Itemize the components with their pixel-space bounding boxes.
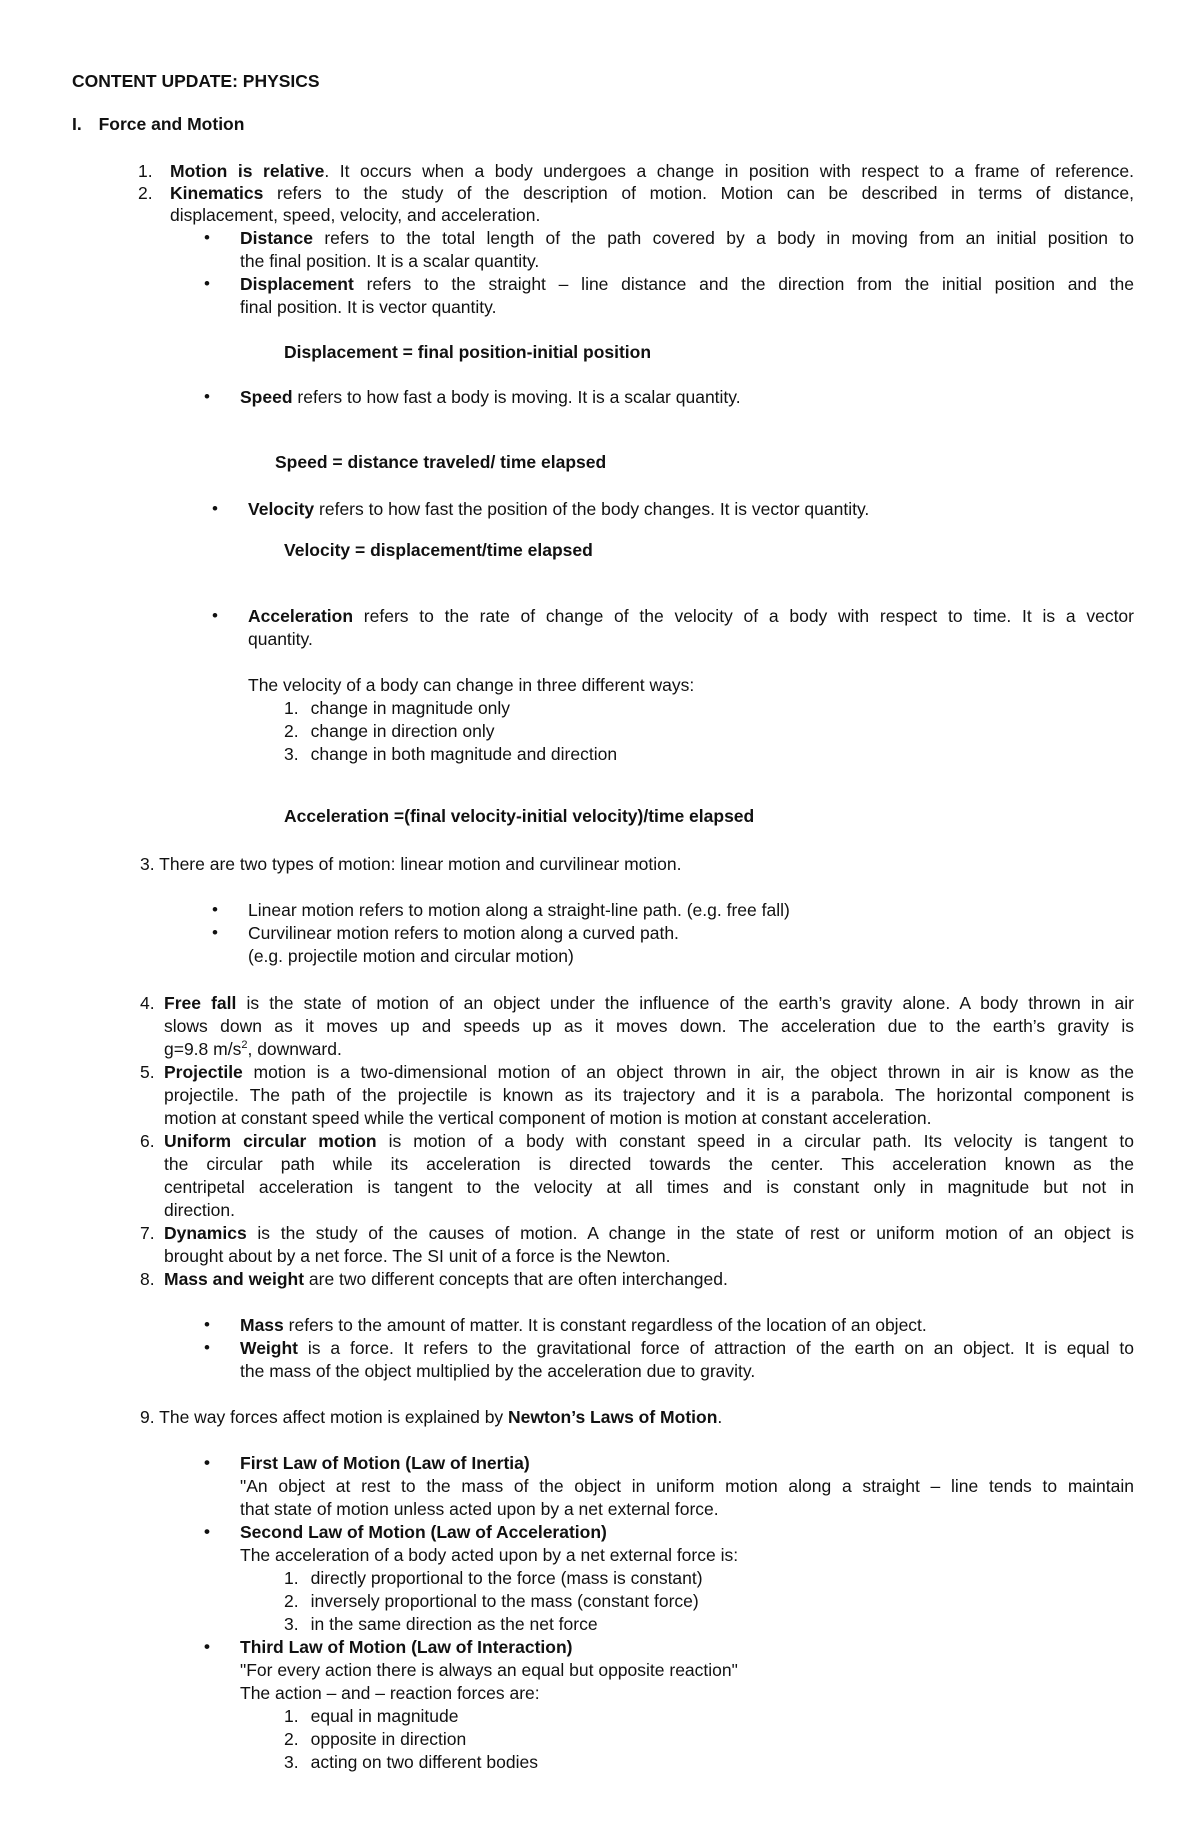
third-law-item-3: 3. acting on two different bodies: [284, 1752, 538, 1772]
section-title: Force and Motion: [98, 114, 245, 134]
third-law-title: • Third Law of Motion (Law of Interaction): [240, 1636, 572, 1658]
newtons-laws-term: Newton’s Laws of Motion: [508, 1407, 718, 1427]
distance-text-cont: the final position. It is a scalar quantity.: [240, 251, 540, 271]
acceleration-term: Acceleration: [248, 606, 354, 626]
second-law-item-3: 3. in the same direction as the net force: [284, 1614, 598, 1634]
section-number: I.: [72, 114, 82, 134]
document-title: CONTENT UPDATE: PHYSICS: [72, 71, 320, 91]
displacement-formula: Displacement = final position-initial position: [284, 342, 652, 362]
item-5-text: Projectile motion is a two-dimensional motion of an object thrown in air, the object thrown in air is know as the: [164, 1062, 1134, 1082]
displacement-text-cont: final position. It is vector quantity.: [240, 297, 497, 317]
third-law-intro: The action – and – reaction forces are:: [240, 1683, 540, 1703]
second-law-item-2: 2. inversely proportional to the mass (constant force): [284, 1591, 699, 1611]
item-5-text-cont-2: motion at constant speed while the vertical component of motion is motion at constant acceleration.: [164, 1108, 932, 1128]
gravity-value: g=9.8 $m/s^2$, downward.: [164, 1039, 342, 1059]
item-7-text: Dynamics is the study of the causes of motion. A change in the state of rest or uniform motion of an object is: [164, 1223, 1134, 1243]
item-4-text-cont: slows down as it moves up and speeds up as it moves down. The acceleration due to the earth’s gravity is: [164, 1016, 1134, 1036]
item-1-text: Motion is relative. It occurs when a body undergoes a change in position with respect to a frame of reference.: [170, 161, 1134, 181]
weight-term: Weight: [240, 1338, 299, 1358]
third-law-quote: "For every action there is always an equal but opposite reaction": [240, 1660, 738, 1680]
item-6-text: Uniform circular motion is motion of a body with constant speed in a circular path. Its velocity is tangent to: [164, 1131, 1135, 1151]
item-2-term: Kinematics: [170, 183, 264, 203]
velocity-formula: Velocity = displacement/time elapsed: [284, 540, 593, 560]
item-3-number: 3.: [140, 854, 155, 874]
item-2-text: Kinematics refers to the study of the description of motion. Motion can be described in terms of distance,: [170, 183, 1134, 203]
weight-text-cont: the mass of the object multiplied by the acceleration due to gravity.: [240, 1361, 756, 1381]
item-5-term: Projectile: [164, 1062, 243, 1082]
item-9-number: 9.: [140, 1407, 155, 1427]
speed-term: Speed: [240, 387, 293, 407]
item-1-term: Motion is relative: [170, 161, 325, 181]
item-6-text-cont-2: centripetal acceleration is tangent to the velocity at all times and is constant only in magnitude but not in: [164, 1177, 1134, 1197]
item-7-number: 7.: [140, 1223, 155, 1243]
item-7-text-cont: brought about by a net force. The SI unit of a force is the Newton.: [164, 1246, 671, 1266]
bullet-mass: • Mass refers to the amount of matter. It is constant regardless of the location of an object.: [240, 1314, 927, 1336]
bullet-displacement: • Displacement refers to the straight – line distance and the direction from the initial position and the: [240, 273, 1134, 295]
first-law-statement: "An object at rest to the mass of the object in uniform motion along a straight – line tends to maintain: [240, 1476, 1134, 1496]
item-5-number: 5.: [140, 1062, 155, 1082]
bullet-weight: • Weight is a force. It refers to the gravitational force of attraction of the earth on an object. It is equal to: [240, 1337, 1134, 1359]
second-law-intro: The acceleration of a body acted upon by a net external force is:: [240, 1545, 739, 1565]
speed-formula: Speed = distance traveled/ time elapsed: [275, 452, 607, 472]
item-4-term: Free fall: [164, 993, 237, 1013]
section-heading: [72, 113, 244, 135]
second-law-item-1: 1. directly proportional to the force (mass is constant): [284, 1568, 703, 1588]
item-8-term: Mass and weight: [164, 1269, 305, 1289]
distance-term: Distance: [240, 228, 313, 248]
bullet-linear-motion: • Linear motion refers to motion along a straight-line path. (e.g. free fall): [248, 899, 790, 921]
item-6-text-cont-3: direction.: [164, 1200, 236, 1220]
acceleration-text-cont: quantity.: [248, 629, 313, 649]
first-law-statement-cont: that state of motion unless acted upon by a net external force.: [240, 1499, 719, 1519]
velocity-change-2: 2. change in direction only: [284, 721, 495, 741]
acceleration-formula: Acceleration =(final velocity-initial velocity)/time elapsed: [284, 806, 755, 826]
third-law-item-2: 2. opposite in direction: [284, 1729, 467, 1749]
item-3: 3. There are two types of motion: linear motion and curvilinear motion.: [140, 854, 682, 874]
displacement-term: Displacement: [240, 274, 354, 294]
bullet-distance: • Distance refers to the total length of the path covered by a body in moving from an initial position to: [240, 227, 1134, 249]
item-2-text-cont: displacement, speed, velocity, and acceleration.: [170, 205, 541, 225]
item-5-text-cont-1: projectile. The path of the projectile is known as its trajectory and it is a parabola. The horizontal component is: [164, 1085, 1134, 1105]
velocity-change-3: 3. change in both magnitude and direction: [284, 744, 618, 764]
first-law-title: • First Law of Motion (Law of Inertia): [240, 1452, 530, 1474]
bullet-acceleration: • Acceleration refers to the rate of change of the velocity of a body with respect to time. It is a vector: [248, 605, 1134, 627]
velocity-term: Velocity: [248, 499, 315, 519]
item-8-number: 8.: [140, 1269, 155, 1289]
bullet-speed: • Speed refers to how fast a body is moving. It is a scalar quantity.: [240, 386, 741, 408]
item-8-text: Mass and weight are two different concepts that are often interchanged.: [164, 1269, 728, 1289]
item-2-number: 2.: [138, 183, 153, 203]
third-law-item-1: 1. equal in magnitude: [284, 1706, 459, 1726]
bullet-velocity: • Velocity refers to how fast the position of the body changes. It is vector quantity.: [248, 498, 869, 520]
item-4-number: 4.: [140, 993, 155, 1013]
item-6-number: 6.: [140, 1131, 155, 1151]
item-4-text: Free fall is the state of motion of an object under the influence of the earth’s gravity alone. A body thrown in air: [164, 993, 1134, 1013]
second-law-title: • Second Law of Motion (Law of Acceleration): [240, 1521, 607, 1543]
item-9: 9. The way forces affect motion is explained by Newton’s Laws of Motion.: [140, 1407, 723, 1427]
velocity-change-1: 1. change in magnitude only: [284, 698, 511, 718]
item-6-text-cont-1: the circular path while its acceleration is directed towards the center. This acceleration known as the: [164, 1154, 1134, 1174]
item-7-term: Dynamics: [164, 1223, 247, 1243]
mass-term: Mass: [240, 1315, 284, 1335]
item-6-term: Uniform circular motion: [164, 1131, 377, 1151]
curvilinear-example: (e.g. projectile motion and circular motion): [248, 946, 574, 966]
velocity-change-intro: The velocity of a body can change in three different ways:: [248, 675, 695, 695]
item-1-number: 1.: [138, 161, 153, 181]
bullet-curvilinear-motion: • Curvilinear motion refers to motion along a curved path.: [248, 922, 679, 944]
